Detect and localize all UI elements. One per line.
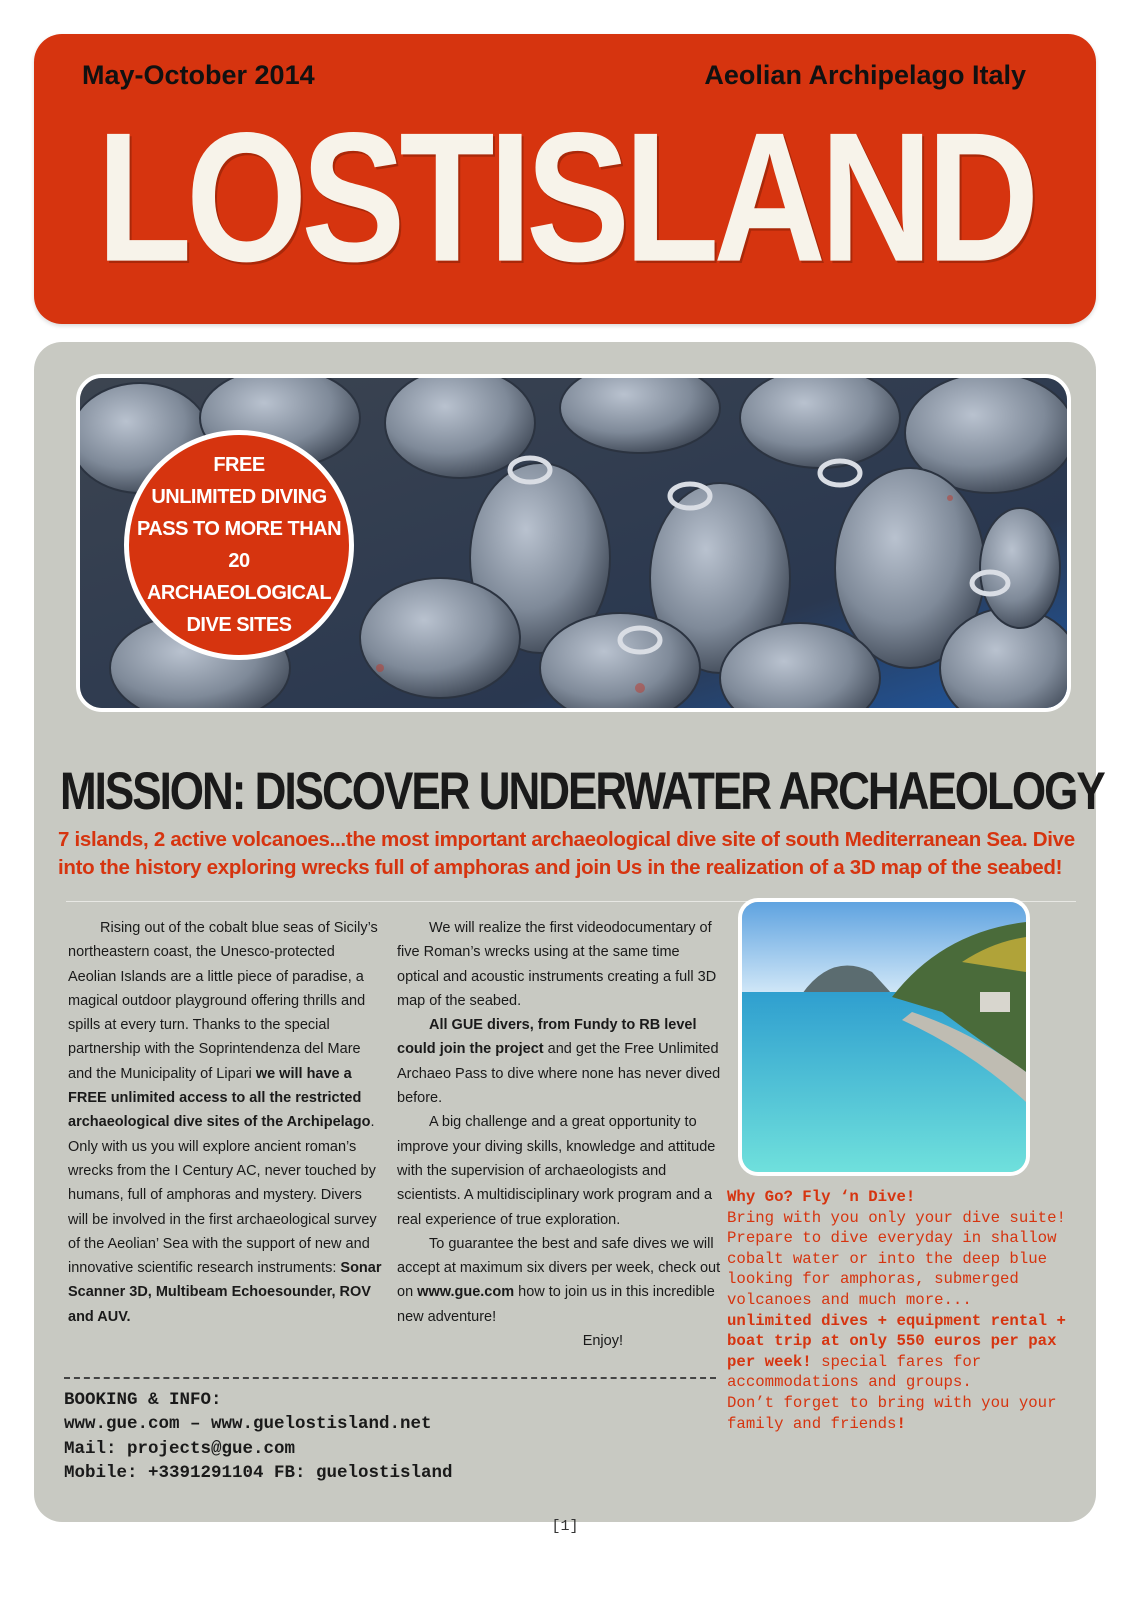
website-link[interactable]: www.gue.com [417, 1284, 515, 1301]
text: how to join us in this incredible new adventure! [397, 1284, 715, 1325]
text: Don’t forget to bring with you your family and friends [727, 1393, 1057, 1433]
bold-text: All GUE divers, from Fundy to RB level could join the project [397, 1017, 697, 1058]
sidebar-paragraph [727, 1311, 1067, 1393]
text: Rising out of the cobalt blue seas of Sicily’s northeastern coast, the Unesco-protected Aeolian Islands are a little piece of paradise, a magical outdoor playground offering thrills and spills at every turn. Thanks to the special partnership with the Soprintendenza del Mare and the Municipality of Lipari [68, 920, 378, 1082]
bold-text: ! [896, 1414, 906, 1433]
booking-mobile: Mobile: +3391291104 FB: guelostisland [64, 1462, 453, 1483]
article-column-2 [397, 916, 721, 1353]
mission-lede: 7 islands, 2 active volcanoes...the most important archaeological dive site of south Mediterranean Sea. Dive into the history exploring wrecks full of amphoras and join Us in the realization of a 3D map of the seabed! [58, 828, 1075, 879]
text: To guarantee the best and safe dives we will accept at maximum six divers per week, check out on [397, 1235, 721, 1301]
sidebar-paragraph: Bring with you only your dive suite! Prepare to dive everyday in shallow cobalt water or into the deep blue looking for amphoras, submerged volcanoes and much more... [727, 1208, 1066, 1309]
bold-text: Sonar Scanner 3D, Multibeam Echoesounder, ROV and AUV. [68, 1260, 382, 1325]
issue-dates: May-October 2014 [82, 60, 315, 90]
booking-info [64, 1388, 453, 1485]
dashed-divider [64, 1377, 716, 1379]
sign-off: Enjoy! [582, 1333, 623, 1350]
badge-line: PASS TO MORE THAN 20 [136, 518, 342, 572]
bold-text: we will have a FREE unlimited access to all the restricted archaeological dive sites of the Archipelago [68, 1065, 371, 1131]
text: and get the Free Unlimited Archaeo Pass to dive where none has never dived before. [397, 1041, 721, 1107]
mission-heading: MISSION: DISCOVER UNDERWATER ARCHAEOLOGY [60, 762, 1104, 821]
badge-line: DIVE SITES [186, 614, 292, 636]
sidebar-paragraph [727, 1393, 1067, 1434]
paragraph: A big challenge and a great opportunity to improve your diving skills, knowledge and attitude with the supervision of archaeologists and scientists. A multidisciplinary work program and a real experience of true exploration. [397, 1114, 716, 1228]
page-number: [1] [551, 1518, 579, 1535]
article-column-1 [68, 916, 384, 1329]
sidebar-title: Why Go? Fly ‘n Dive! [727, 1188, 916, 1206]
booking-title: BOOKING & INFO: [64, 1390, 222, 1410]
badge-line: FREE [213, 454, 265, 476]
bold-text: unlimited dives + equipment rental + boat trip at only 550 euros per pax per week! [727, 1311, 1066, 1371]
booking-email[interactable]: Mail: projects@gue.com [64, 1438, 296, 1459]
beach-photo [738, 898, 1030, 1176]
why-go-sidebar [727, 1187, 1067, 1434]
masthead-title: LOSTISLAND [96, 95, 1034, 301]
masthead-banner [34, 34, 1096, 324]
text: . Only with us you will explore ancient roman’s wrecks from the I Century AC, never touched by humans, full of amphoras and mystery. Divers will be involved in the first archaeological survey of the Aeolian’ Sea with the support of new and innovative scientific research instruments: [68, 1114, 377, 1277]
paragraph [68, 916, 384, 1329]
paragraph: We will realize the first videodocumentary of five Roman’s wrecks using at the same time optical and acoustic instruments creating a full 3D map of the seabed. [397, 920, 717, 1009]
text: special fares for accommodations and groups. [727, 1352, 982, 1392]
booking-websites[interactable]: www.gue.com – www.guelostisland.net [64, 1414, 432, 1435]
paragraph [397, 1013, 721, 1110]
free-pass-badge [124, 430, 354, 660]
issue-location: Aeolian Archipelago Italy [704, 60, 1026, 90]
badge-line: UNLIMITED DIVING [151, 486, 327, 508]
paragraph [397, 1232, 721, 1329]
badge-line: ARCHAEOLOGICAL [146, 582, 332, 604]
